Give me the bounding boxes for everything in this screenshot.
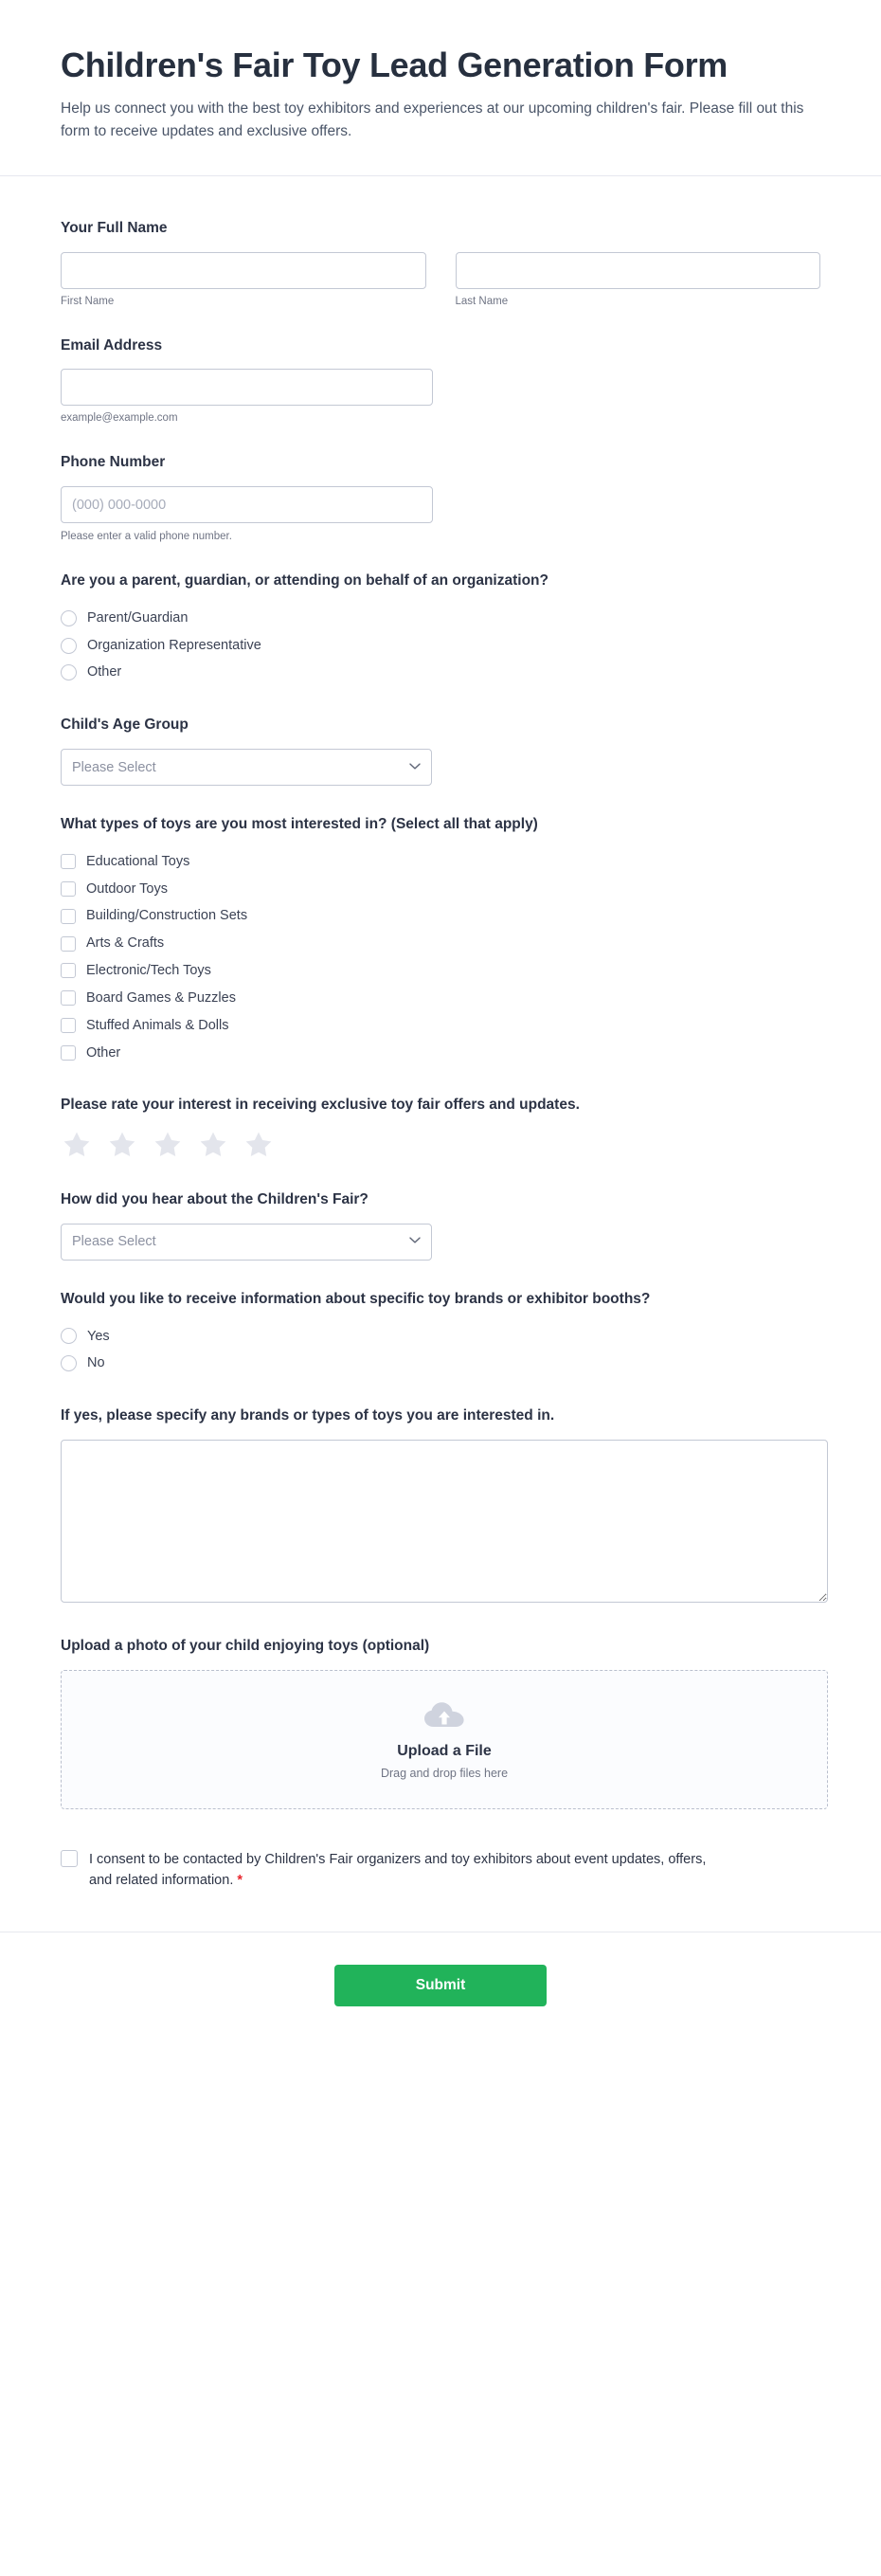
photo-upload-label: Upload a photo of your child enjoying toys (optional) [61, 1637, 430, 1654]
checkbox-icon[interactable] [61, 1045, 76, 1061]
consent-row[interactable] [61, 1824, 820, 1897]
attendee-role-options [61, 605, 820, 687]
checkbox-label: Arts & Crafts [86, 935, 165, 952]
email-sublabel: example@example.com [61, 412, 178, 425]
first-name-sublabel: First Name [61, 295, 115, 307]
star-icon-3[interactable] [152, 1129, 184, 1161]
radio-label: Parent/Guardian [87, 609, 189, 626]
checkbox-option-stuffed-animals-dolls[interactable] [61, 1012, 820, 1040]
phone-input[interactable] [61, 486, 433, 523]
checkbox-label: Outdoor Toys [86, 880, 168, 897]
star-icon-2[interactable] [106, 1129, 138, 1161]
checkbox-icon[interactable] [61, 990, 76, 1006]
checkbox-icon[interactable] [61, 1018, 76, 1033]
referral-source-select[interactable] [61, 1224, 432, 1261]
phone-label: Phone Number [61, 454, 166, 471]
radio-option-no[interactable] [61, 1350, 820, 1377]
email-label: Email Address [61, 336, 163, 354]
child-age-group-select-shell[interactable] [61, 749, 432, 786]
last-name-group [456, 252, 821, 307]
radio-icon[interactable] [61, 664, 77, 680]
radio-label: Other [87, 664, 122, 680]
radio-option-parent-guardian[interactable] [61, 605, 820, 632]
consent-checkbox-icon[interactable] [61, 1850, 78, 1867]
checkbox-option-electronic-tech-toys[interactable] [61, 957, 820, 985]
star-rating[interactable] [61, 1129, 820, 1161]
form-body [0, 176, 881, 1906]
radio-option-yes[interactable] [61, 1323, 820, 1351]
consent-text-wrap [89, 1849, 714, 1892]
checkbox-option-educational-toys[interactable] [61, 848, 820, 876]
toy-types-label: What types of toys are you most interested in? (Select all that apply) [61, 816, 538, 832]
field-interest-rating [61, 1081, 820, 1176]
referral-source-select-shell[interactable] [61, 1224, 432, 1261]
email-input[interactable] [61, 369, 433, 406]
radio-icon[interactable] [61, 1355, 77, 1371]
brand-info-options [61, 1323, 820, 1378]
full-name-row [61, 252, 820, 307]
checkbox-icon[interactable] [61, 909, 76, 924]
interest-rating-label: Please rate your interest in receiving exclusive toy fair offers and updates. [61, 1097, 580, 1114]
radio-label: Organization Representative [87, 637, 261, 653]
radio-option-organization-representative[interactable] [61, 632, 820, 660]
required-marker: * [237, 1873, 243, 1889]
page-title: Children's Fair Toy Lead Generation Form [61, 45, 728, 84]
checkbox-icon[interactable] [61, 854, 76, 869]
checkbox-label: Building/Construction Sets [86, 908, 248, 924]
upload-file-button[interactable]: Upload a File [397, 1742, 492, 1759]
last-name-sublabel: Last Name [455, 295, 509, 307]
consent-text: I consent to be contacted by Children's Fair organizers and toy exhibitors about event updates, offers, and related information. [89, 1851, 707, 1889]
field-email [61, 322, 820, 440]
last-name-input[interactable] [456, 252, 821, 289]
field-phone [61, 439, 820, 557]
field-brand-info-optin [61, 1276, 820, 1392]
checkbox-label: Stuffed Animals & Dolls [86, 1017, 229, 1033]
checkbox-option-outdoor-toys[interactable] [61, 876, 820, 903]
radio-icon[interactable] [61, 1328, 77, 1344]
brand-details-textarea[interactable] [61, 1440, 828, 1603]
form-header [0, 0, 881, 176]
upload-cloud-icon [423, 1701, 465, 1732]
radio-label: Yes [87, 1328, 110, 1344]
brand-details-label: If yes, please specify any brands or types of toys you are interested in. [61, 1407, 555, 1424]
child-age-group-label: Child's Age Group [61, 717, 189, 734]
attendee-role-label: Are you a parent, guardian, or attending on behalf of an organization? [61, 572, 548, 590]
checkbox-icon[interactable] [61, 936, 76, 952]
referral-source-label: How did you hear about the Children's Fair? [61, 1191, 369, 1208]
upload-drop-hint: Drag and drop files here [380, 1766, 509, 1780]
checkbox-label: Board Games & Puzzles [86, 989, 236, 1006]
checkbox-option-arts-crafts[interactable] [61, 930, 820, 957]
form-subtitle: Help us connect you with the best toy exhibitors and experiences at our upcoming children's fair. Please fill out this form to receive updates and exclusive offers. [61, 100, 804, 140]
radio-icon[interactable] [61, 638, 77, 654]
radio-icon[interactable] [61, 610, 77, 626]
checkbox-option-other[interactable] [61, 1040, 820, 1067]
checkbox-icon[interactable] [61, 881, 76, 897]
checkbox-option-board-games-puzzles[interactable] [61, 985, 820, 1012]
field-attendee-role [61, 557, 820, 701]
first-name-group [61, 252, 426, 307]
toy-types-options [61, 848, 820, 1067]
brand-info-label: Would you like to receive information about specific toy brands or exhibitor booths? [61, 1290, 651, 1307]
first-name-input[interactable] [61, 252, 426, 289]
checkbox-option-building-construction-sets[interactable] [61, 902, 820, 930]
checkbox-label: Other [86, 1044, 121, 1061]
star-icon-4[interactable] [197, 1129, 229, 1161]
field-full-name [61, 205, 820, 322]
field-referral-source [61, 1176, 820, 1276]
checkbox-icon[interactable] [61, 963, 76, 978]
radio-label: No [87, 1355, 105, 1371]
radio-option-other[interactable] [61, 659, 820, 686]
phone-hint: Please enter a valid phone number. [61, 531, 232, 543]
file-dropzone[interactable] [61, 1670, 828, 1809]
form-footer [0, 1932, 881, 2050]
field-child-age-group [61, 701, 820, 801]
field-toy-types [61, 801, 820, 1081]
submit-button[interactable]: Submit [334, 1965, 547, 2006]
child-age-group-select[interactable] [61, 749, 432, 786]
star-icon-1[interactable] [61, 1129, 93, 1161]
full-name-label: Your Full Name [61, 220, 168, 237]
field-photo-upload [61, 1623, 820, 1824]
field-brand-details [61, 1392, 820, 1623]
star-icon-5[interactable] [243, 1129, 275, 1161]
checkbox-label: Electronic/Tech Toys [86, 963, 211, 979]
checkbox-label: Educational Toys [86, 853, 190, 869]
